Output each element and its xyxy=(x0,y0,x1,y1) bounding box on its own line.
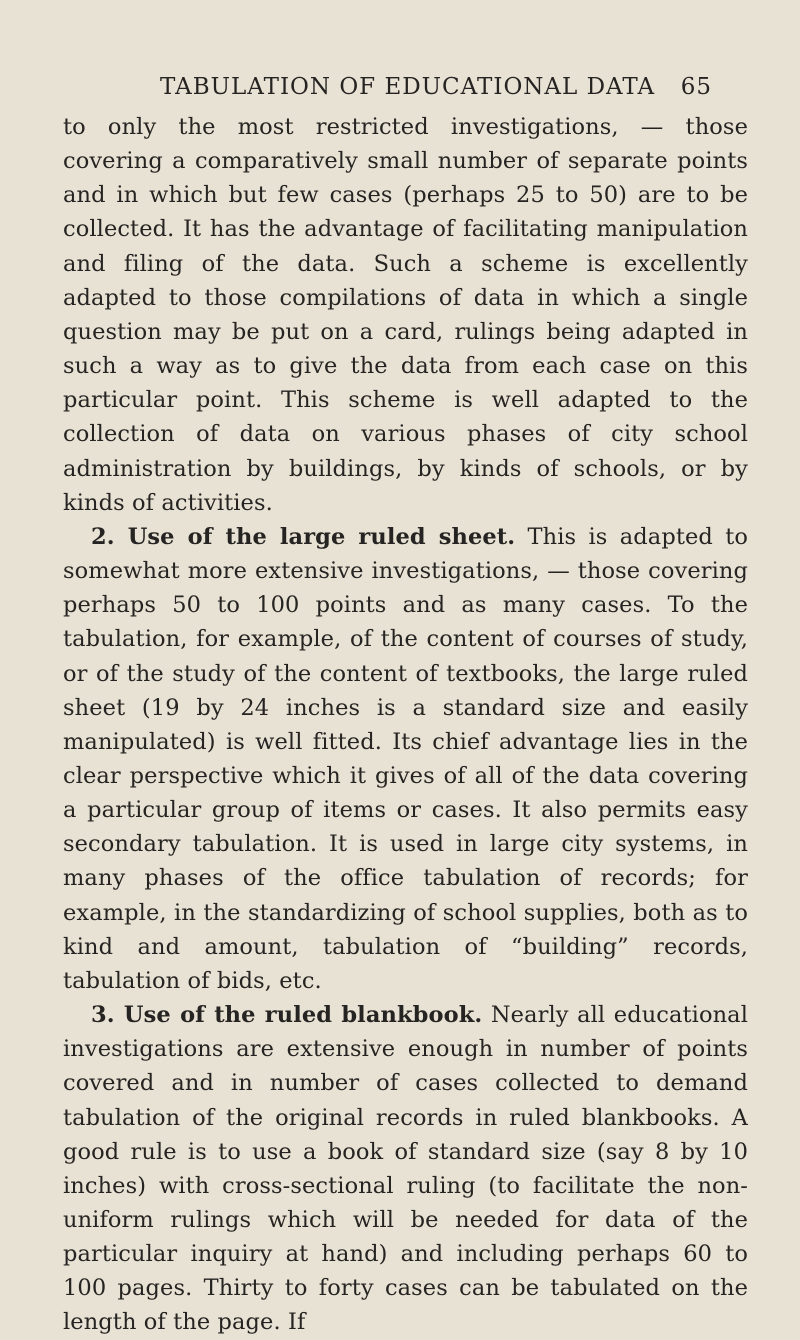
paragraph-ruled-blankbook xyxy=(63,998,748,1340)
running-head xyxy=(160,74,712,104)
paragraph-heading: 3. Use of the ruled blankbook. xyxy=(91,1002,483,1029)
paragraph-large-ruled-sheet xyxy=(63,520,748,998)
paragraph-continuation xyxy=(63,110,748,520)
paragraph-text: This is adapted to somewhat more extensive investigations, — those covering perhaps 50 to 100 points and as many cases. To the tabulation, for example, of the content of courses of study, or of the study of the content of textbooks, the large ruled sheet (19 by 24 inches is a standard size and easily manipulated) is well fitted. Its chief advantage lies in the clear perspective which it gives of all of the data covering a particular group of items or cases. It also permits easy secondary tabulation. It is used in large city systems, in many phases of the office tabulation of records; for example, in the standardizing of school supplies, both as to kind and amount, tabulation of “building” records, tabulation of bids, etc. xyxy=(63,523,748,994)
page-number: 65 xyxy=(680,74,712,100)
running-title: TABULATION OF EDUCATIONAL DATA xyxy=(160,74,656,100)
paragraph-text: to only the most restricted investigations, — those covering a comparatively small number of separate points and in which but few cases (perhaps 25 to 50) are to be collected. It has the advantage of facilitating manipulation and filing of the data. Such a scheme is excellently adapted to those compilations of data in which a single question may be put on a card, rulings being adapted in such a way as to give the data from each case on this particular point. This scheme is well adapted to the collection of data on various phases of city school administration by buildings, by kinds of schools, or by kinds of activities. xyxy=(63,114,748,516)
paragraph-text: Nearly all educational investigations are extensive enough in number of points covered and in number of cases collected to demand tabulation of the original records in ruled blankbooks. A good rule is to use a book of standard size (say 8 by 10 inches) with cross-sectional ruling (to facilitate the non-uniform rulings which will be needed for data of the particular inquiry at hand) and including perhaps 60 to 100 pages. Thirty to forty cases can be tabulated on the length of the page. If xyxy=(63,1002,748,1336)
paragraph-heading: 2. Use of the large ruled sheet. xyxy=(91,523,516,550)
body-text xyxy=(63,110,748,1340)
